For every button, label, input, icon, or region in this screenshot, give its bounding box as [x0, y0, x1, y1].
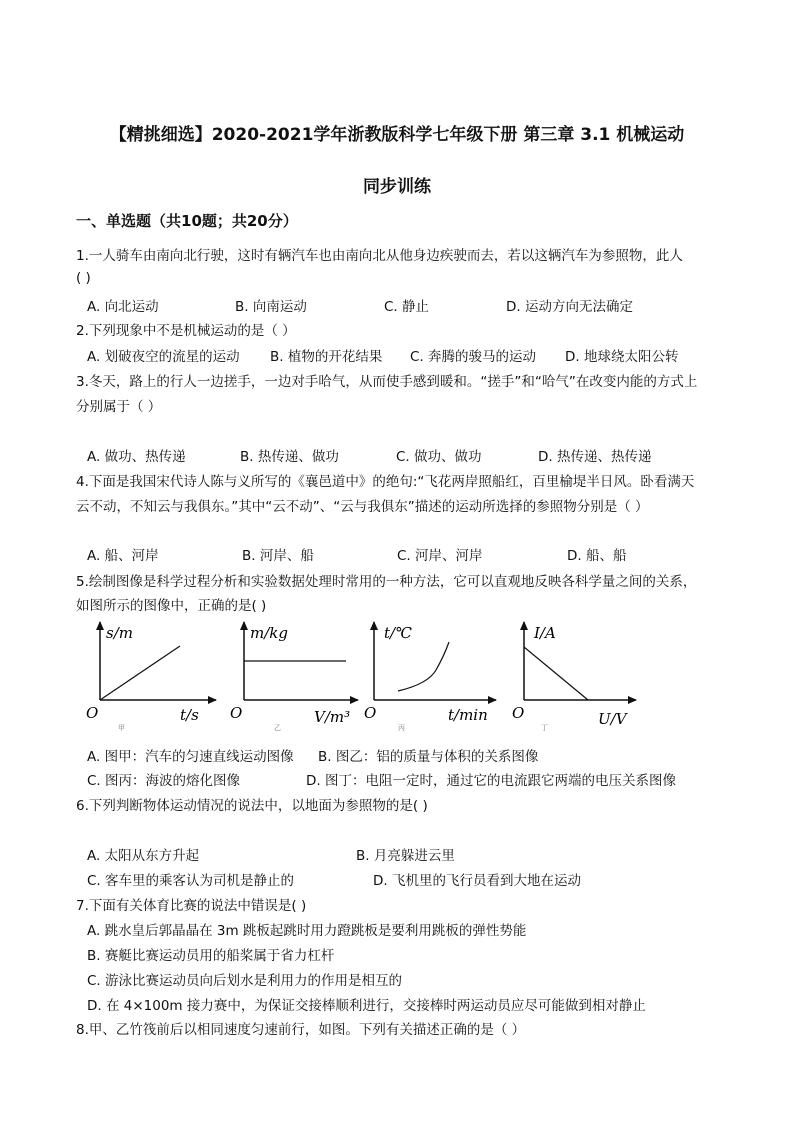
- question-4-option-b: B. 河岸、船: [242, 548, 314, 564]
- question-5-option-a: A. 图甲：汽车的匀速直线运动图像: [87, 749, 294, 765]
- graph-jia: [86, 622, 216, 732]
- question-3-option-c: C. 做功、做功: [396, 449, 482, 465]
- question-5-text: 5.绘制图像是科学过程分析和实验数据处理时常用的一种方法，它可以直观地反映各科学量之间的关系，: [76, 574, 697, 590]
- question-1-text: 1.一人骑车由南向北行驶，这时有辆汽车也由南向北从他身边疾驶而去，若以这辆汽车为参照物，此人: [76, 248, 683, 264]
- question-6-option-b: B. 月亮躲进云里: [356, 848, 455, 864]
- graph-ding: [512, 622, 636, 732]
- question-1-option-a: A. 向北运动: [87, 299, 159, 315]
- graph-bing-curve: [398, 642, 449, 691]
- graph-bing-caption: 丙: [398, 724, 405, 732]
- question-5-option-c: C. 图丙：海波的熔化图像: [87, 773, 241, 789]
- graph-jia-caption: 甲: [118, 724, 125, 732]
- question-3-text-cont: 分别属于（ ）: [76, 399, 162, 415]
- question-3-option-b: B. 热传递、做功: [240, 449, 339, 465]
- question-2-option-c: C. 奔腾的骏马的运动: [410, 349, 537, 365]
- question-7-text: 7.下面有关体育比赛的说法中错误是( ): [76, 898, 307, 914]
- graph-ding-ylabel: I/A: [534, 624, 556, 642]
- graph-bing: [364, 622, 496, 732]
- question-7-option-a: A. 跳水皇后郭晶晶在 3m 跳板起跳时用力蹬跳板是要利用跳板的弹性势能: [87, 923, 527, 939]
- question-1-text-cont: ( ): [76, 270, 91, 286]
- question-4-text: 4.下面是我国宋代诗人陈与义所写的《襄邑道中》的绝句:“飞花两岸照船红，百里榆堤半日风。卧看满天: [76, 474, 695, 490]
- question-5-text-cont: 如图所示的图像中，正确的是( ): [76, 598, 267, 614]
- graph-yi-xlabel: V/m³: [314, 708, 351, 726]
- question-6-option-c: C. 客车里的乘客认为司机是静止的: [87, 873, 295, 889]
- question-5-option-b: B. 图乙：铝的质量与体积的关系图像: [318, 749, 539, 765]
- graph-jia-xlabel: t/s: [180, 706, 199, 724]
- question-3-option-d: D. 热传递、热传递: [538, 449, 652, 465]
- question-1-option-d: D. 运动方向无法确定: [506, 299, 633, 315]
- question-2-option-b: B. 植物的开花结果: [270, 349, 383, 365]
- question-7-option-b: B. 赛艇比赛运动员用的船桨属于省力杠杆: [87, 948, 335, 964]
- graph-ding-caption: 丁: [541, 724, 548, 732]
- graph-yi-origin: O: [230, 704, 243, 722]
- question-1-option-c: C. 静止: [384, 299, 430, 315]
- graph-yi-ylabel: m/kg: [250, 624, 288, 642]
- question-7-option-c: C. 游泳比赛运动员向后划水是利用力的作用是相互的: [87, 973, 403, 989]
- question-4-option-c: C. 河岸、河岸: [397, 548, 483, 564]
- graph-bing-ylabel: t/℃: [384, 624, 412, 642]
- question-8-text: 8.甲、乙竹筏前后以相同速度匀速前行，如图。下列有关描述正确的是（ ）: [76, 1022, 526, 1038]
- question-2-option-d: D. 地球绕太阳公转: [565, 349, 679, 365]
- question-6-option-d: D. 飞机里的飞行员看到大地在运动: [373, 873, 581, 889]
- question-5-option-d: D. 图丁：电阻一定时，通过它的电流跟它两端的电压关系图像: [306, 773, 676, 789]
- graph-yi-caption: 乙: [274, 724, 281, 732]
- question-5-graphs: [78, 612, 648, 742]
- question-3-text: 3.冬天，路上的行人一边搓手，一边对手哈气，从而使手感到暖和。“搓手”和“哈气”在改变内能的方式上: [76, 374, 698, 390]
- question-1-option-b: B. 向南运动: [235, 299, 307, 315]
- question-2-text: 2.下列现象中不是机械运动的是（ ）: [76, 323, 296, 339]
- title-line-2: 同步训练: [363, 177, 431, 197]
- graph-yi: [230, 622, 358, 732]
- question-7-option-d: D. 在 4×100m 接力赛中，为保证交接棒顺利进行，交接棒时两运动员应尽可能做到相对静止: [87, 998, 646, 1014]
- graph-jia-line: [100, 646, 180, 700]
- question-4-option-d: D. 船、船: [567, 548, 627, 564]
- graph-ding-line: [524, 647, 588, 700]
- graph-bing-xlabel: t/min: [448, 706, 488, 724]
- question-6-option-a: A. 太阳从东方升起: [87, 848, 200, 864]
- question-4-text-cont: 云不动，不知云与我俱东。”其中“云不动”、“云与我俱东”描述的运动所选择的参照物分别是（ ）: [76, 499, 649, 515]
- question-4-option-a: A. 船、河岸: [87, 548, 159, 564]
- title-line-1: 【精挑细选】2020-2021学年浙教版科学七年级下册 第三章 3.1 机械运动: [109, 125, 685, 145]
- graph-jia-ylabel: s/m: [106, 624, 133, 642]
- graph-jia-origin: O: [86, 704, 99, 722]
- graph-ding-origin: O: [512, 704, 525, 722]
- question-3-option-a: A. 做功、热传递: [87, 449, 186, 465]
- graph-bing-origin: O: [364, 704, 377, 722]
- graph-ding-xlabel: U/V: [598, 710, 627, 728]
- question-2-option-a: A. 划破夜空的流星的运动: [87, 349, 240, 365]
- question-6-text: 6.下列判断物体运动情况的说法中，以地面为参照物的是( ): [76, 798, 428, 814]
- section-heading: 一、单选题（共10题；共20分）: [76, 212, 298, 230]
